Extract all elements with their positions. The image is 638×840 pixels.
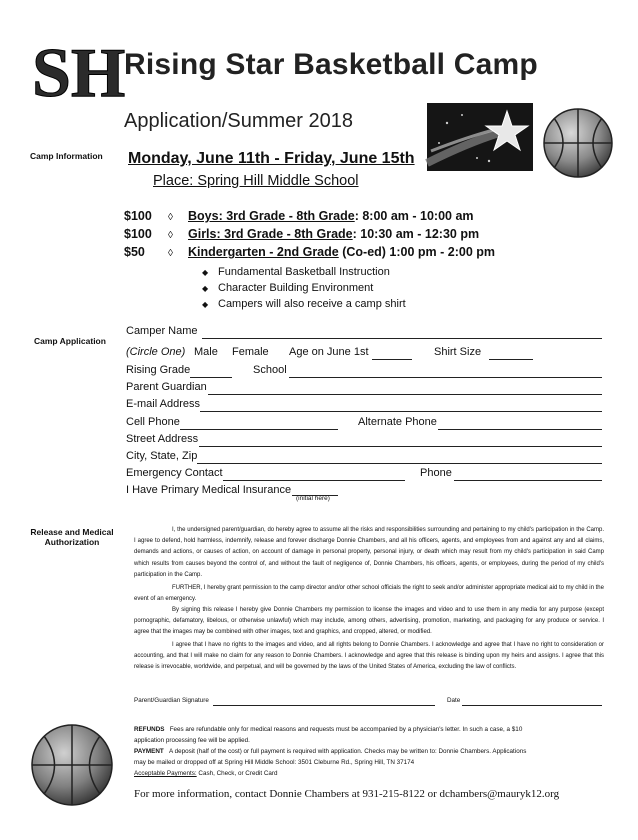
bullet-icon: ◆ — [202, 268, 209, 277]
session-group: Girls: 3rd Grade - 8th Grade — [188, 227, 353, 241]
parent-guardian-label: Parent Guardian — [126, 381, 207, 393]
payment-text: A deposit (half of the cost) or full payment is required with application. Checks may be written to: Donnie Chambers. Applications — [169, 748, 527, 755]
release-label-line2: Authorization — [44, 537, 100, 548]
payment-line — [134, 748, 526, 755]
refunds-text: Fees are refundable only for medical reasons and requests must be accompanied by a physician's letter. In such a case, a $10 — [169, 726, 523, 733]
alternate-phone-label: Alternate Phone — [358, 416, 437, 428]
rising-grade-field[interactable] — [190, 377, 232, 378]
list-item — [202, 282, 373, 294]
acceptable-text: Cash, Check, or Credit Card — [196, 770, 278, 777]
camp-place: Place: Spring Hill Middle School — [153, 173, 359, 189]
release-paragraph-4: I agree that I have no rights to the images and video, and all rights belong to Donnie Chambers. I acknowledge and agree that I have no right to consideration or accounting, and that I will make no claim for any reason to Donnie Chambers. I acknowledge and agree that this release is binding upon my heirs and assigns. I agree that this release is irrevocable, worldwide, and perpetual, and will be governed by the laws of the United States of America, excluding the law of conflicts. — [134, 642, 604, 671]
release-label-line1: Release and Medical — [30, 527, 114, 537]
signature-field[interactable] — [213, 705, 435, 706]
diamond-bullet-icon: ◊ — [168, 212, 173, 223]
emergency-contact-field[interactable] — [223, 480, 405, 481]
session-row — [124, 227, 479, 241]
diamond-bullet-icon: ◊ — [168, 230, 173, 241]
list-item-text: Fundamental Basketball Instruction — [218, 266, 390, 278]
date-label: Date — [447, 697, 461, 704]
logo-text: SH — [32, 35, 126, 112]
section-release — [30, 527, 114, 547]
sh-logo — [30, 30, 126, 112]
bullet-icon: ◆ — [202, 284, 209, 293]
age-field[interactable] — [372, 359, 412, 360]
camp-dates: Monday, June 11th - Friday, June 15th — [128, 150, 415, 167]
session-row — [124, 209, 474, 223]
emergency-contact-label: Emergency Contact — [126, 467, 223, 479]
release-paragraph-2: FURTHER, I hereby grant permission to the camp director and/or other school officials the right to seek and/or administer appropriate medical aid to my child in the event of an emergency. — [134, 585, 604, 603]
school-field[interactable] — [289, 377, 602, 378]
city-state-zip-label: City, State, Zip — [126, 450, 198, 462]
phone-label: Phone — [420, 467, 452, 479]
diamond-bullet-icon: ◊ — [168, 248, 173, 259]
insurance-label: I Have Primary Medical Insurance — [126, 484, 292, 496]
male-option[interactable]: Male — [194, 346, 218, 358]
alternate-phone-field[interactable] — [438, 429, 602, 430]
signature-label: Parent/Guardian Signature — [134, 697, 209, 704]
list-item — [202, 266, 390, 278]
page-subtitle: Application/Summer 2018 — [124, 110, 354, 132]
page-title: Rising Star Basketball Camp — [124, 48, 538, 81]
school-label: School — [253, 364, 287, 376]
session-time: (Co-ed) 1:00 pm - 2:00 pm — [338, 245, 496, 259]
shooting-star-image — [427, 103, 533, 171]
email-label: E-mail Address — [126, 398, 200, 410]
shirt-size-field[interactable] — [489, 359, 533, 360]
cell-phone-field[interactable] — [180, 429, 338, 430]
initial-here-note: (initial here) — [296, 495, 330, 502]
parent-guardian-field[interactable] — [208, 394, 602, 395]
basketball-icon — [542, 107, 614, 179]
session-price: $100 — [124, 209, 152, 223]
section-camp-information: Camp Information — [30, 151, 103, 161]
street-address-label: Street Address — [126, 433, 199, 445]
payment-label: PAYMENT — [134, 748, 164, 755]
list-item-text: Character Building Environment — [218, 282, 374, 294]
session-row — [124, 245, 495, 259]
refunds-line — [134, 726, 522, 733]
female-option[interactable]: Female — [232, 346, 269, 358]
email-field[interactable] — [200, 411, 602, 412]
payment-text-2: may be mailed or dropped off at Spring Hill Middle School: 3501 Cleburne Rd., Spring Hill, TN 37174 — [134, 759, 415, 766]
acceptable-label: Acceptable Payments: — [134, 770, 197, 777]
refunds-text-2: application processing fee will be applied. — [134, 737, 250, 744]
bullet-icon: ◆ — [202, 300, 209, 309]
session-price: $100 — [124, 227, 152, 241]
session-group: Kindergarten - 2nd Grade — [188, 245, 339, 259]
session-group: Boys: 3rd Grade - 8th Grade — [188, 209, 355, 223]
session-time: : 10:30 am - 12:30 pm — [352, 227, 480, 241]
camper-name-field[interactable] — [202, 338, 602, 339]
release-paragraph-1: I, the undersigned parent/guardian, do hereby agree to assume all the risks and responsibilities surrounding and pertaining to my child's participation in the Camp. I agree to defend, hold harmless, indemnify, release and forever discharge Donnie Chambers, and all his officers, agents, and employees from and against any and all claims, demands and actions, or causes of action, on account of damage in personal property, personal injury, or death which may result from my child's participation in said Camp which results from causes beyond the control of, and without the fault of negligence of, Donnie Chambers, his officers, agents, or employees, during the period of my child's participation in the Camp. — [134, 527, 604, 578]
date-field[interactable] — [462, 705, 602, 706]
session-time: : 8:00 am - 10:00 am — [354, 209, 474, 223]
acceptable-payments — [134, 770, 278, 777]
shirt-size-label: Shirt Size — [434, 346, 482, 358]
contact-info: For more information, contact Donnie Chambers at 931-215-8122 or dchambers@mauryk12.org — [134, 788, 560, 800]
section-camp-application: Camp Application — [34, 336, 106, 346]
phone-field[interactable] — [454, 480, 602, 481]
street-address-field[interactable] — [199, 446, 602, 447]
refunds-label: REFUNDS — [134, 726, 165, 733]
list-item — [202, 298, 406, 310]
camper-name-label: Camper Name — [126, 325, 198, 337]
cell-phone-label: Cell Phone — [126, 416, 180, 428]
city-state-zip-field[interactable] — [197, 463, 602, 464]
rising-grade-label: Rising Grade — [126, 364, 191, 376]
age-label: Age on June 1st — [289, 346, 369, 358]
session-price: $50 — [124, 245, 145, 259]
list-item-text: Campers will also receive a camp shirt — [218, 298, 406, 310]
basketball-icon — [30, 723, 114, 807]
release-paragraph-3: By signing this release I hereby give Donnie Chambers my permission to license the images and video and to use them in any media for any purpose (except pornographic, defamatory, libelous, or otherwise unlawful) which may include, among others, advertising, promotion, marketing, and packaging for any produce or service. I agree that the images may be combined with other images, text and graphics, and cropped, altered, or modified. — [134, 607, 604, 636]
circle-one-label: (Circle One) — [126, 346, 186, 358]
